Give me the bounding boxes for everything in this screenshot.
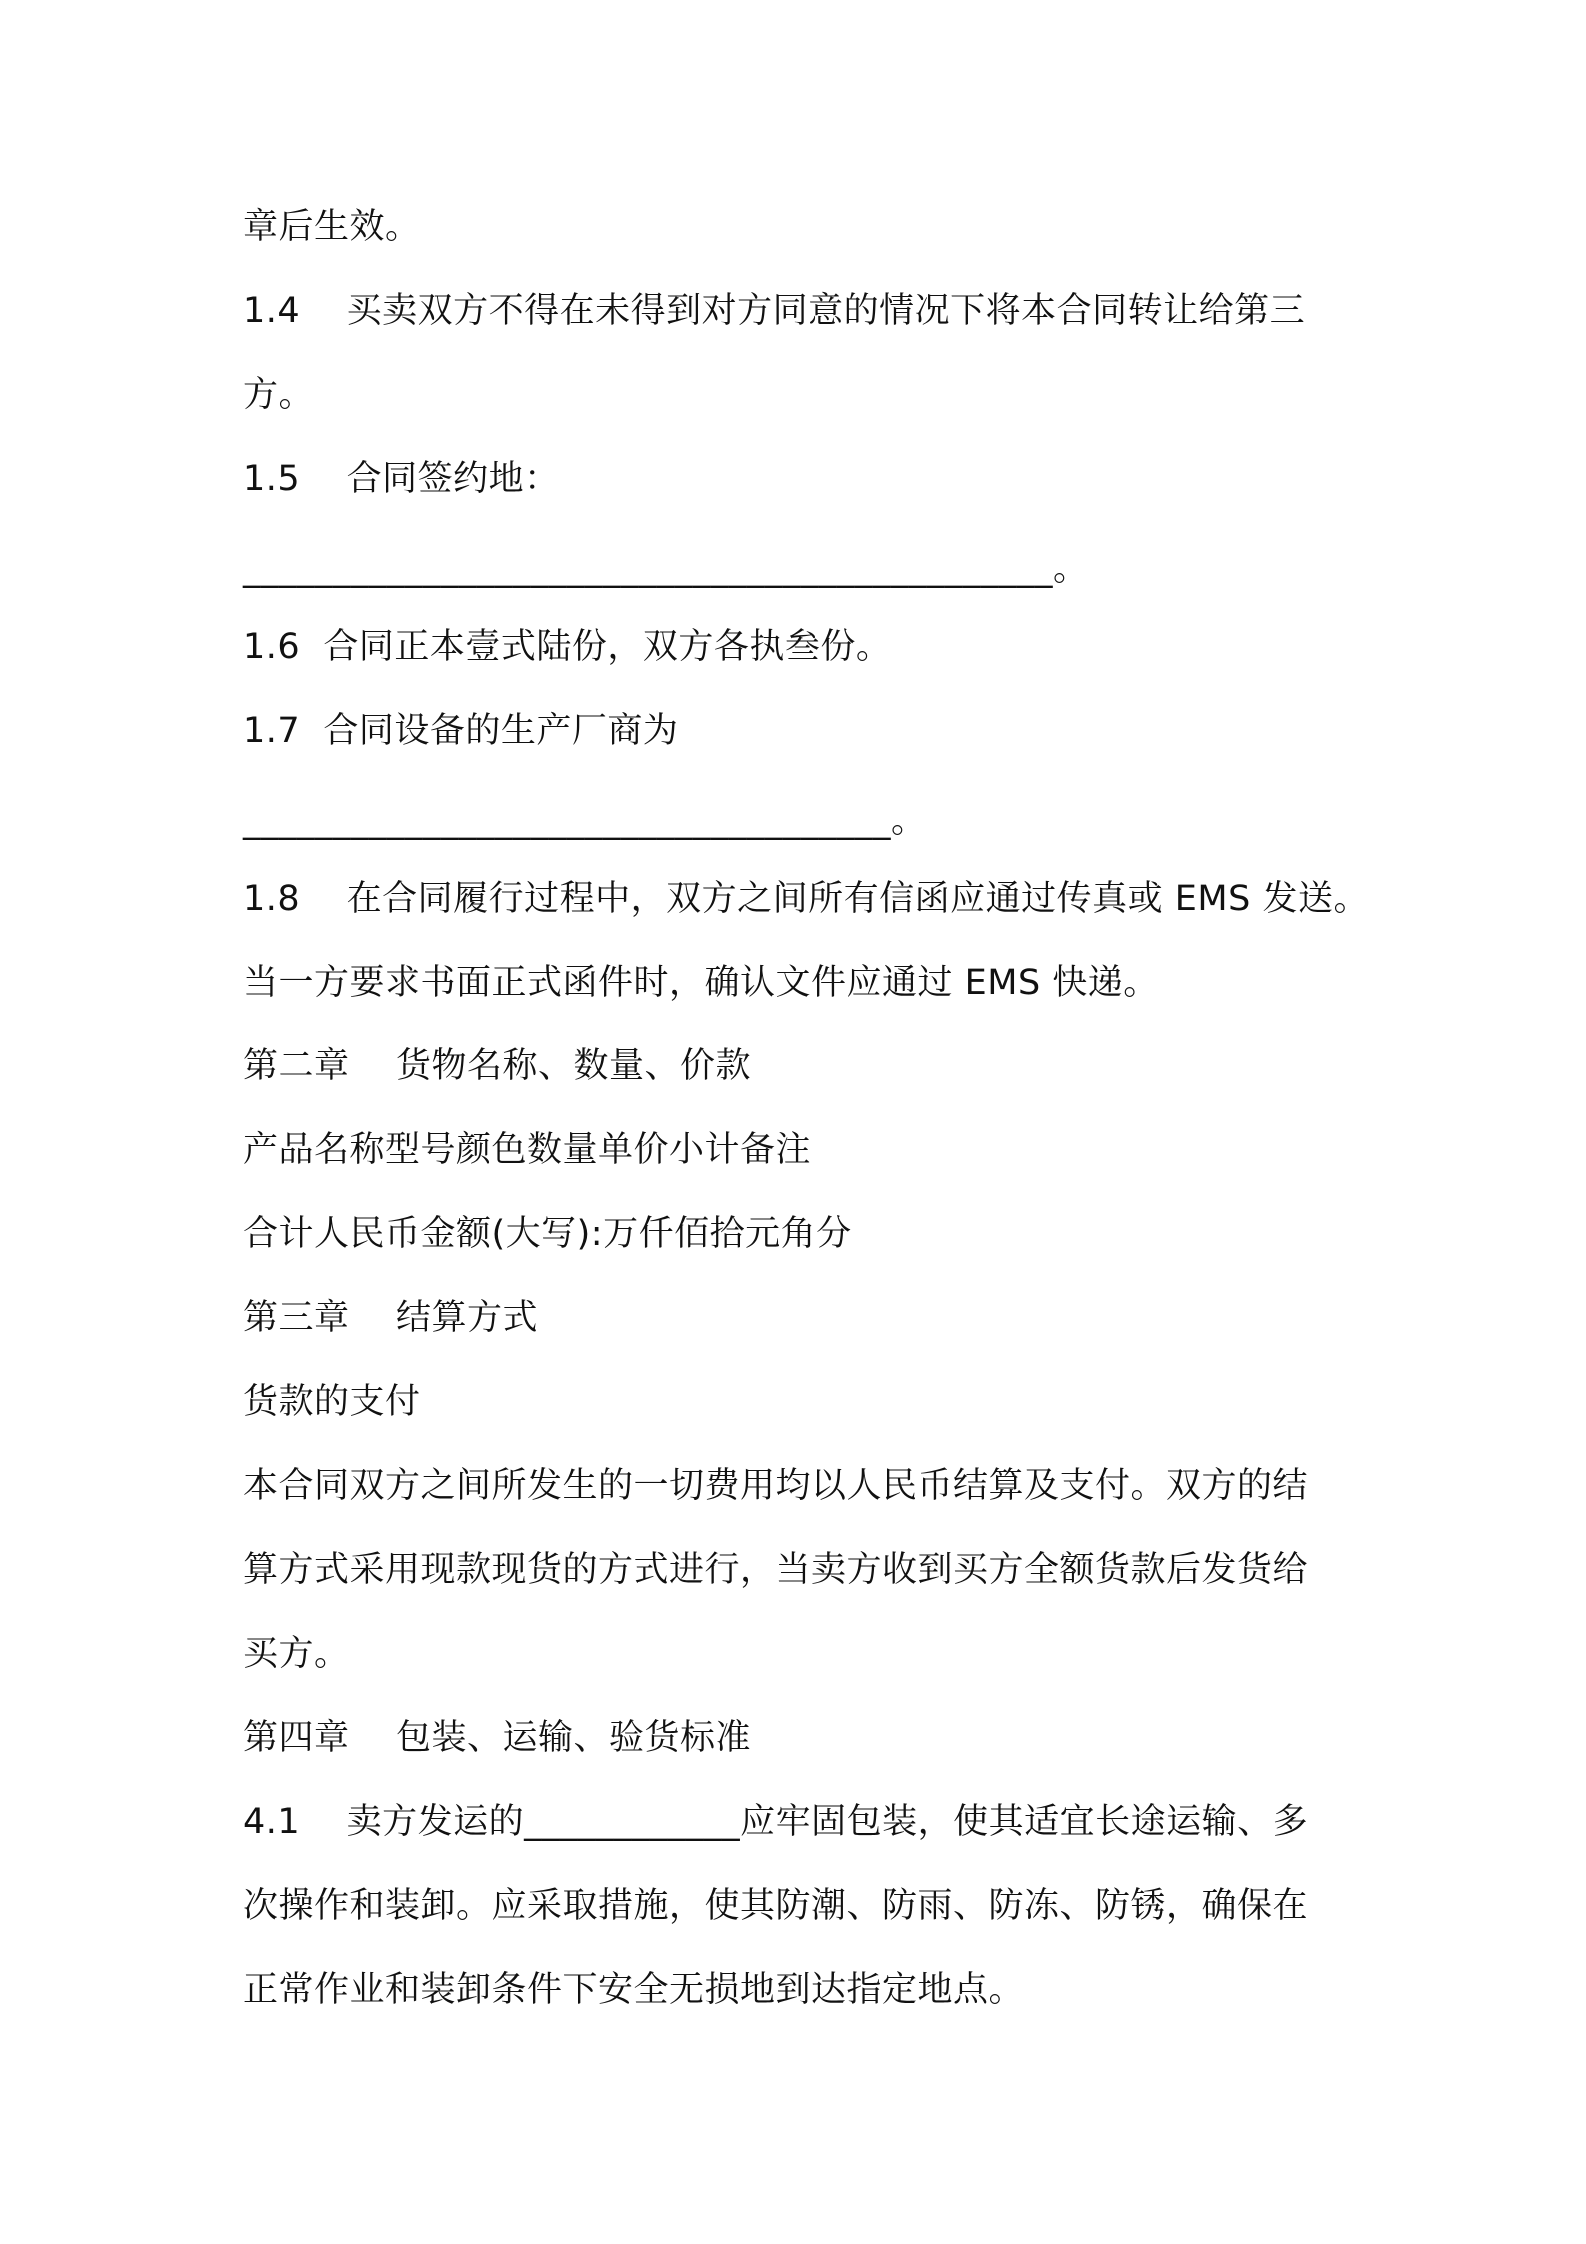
text-line: 章后生效。 [243,207,421,247]
clause-1-8: 1.8 在合同履行过程中，双方之间所有信函应通过传真或 EMS 发送。 [243,879,1369,919]
total-amount-line: 合计人民币金额(大写):万仟佰拾元角分 [243,1214,852,1254]
chapter-3-heading: 第三章 结算方式 [243,1298,539,1338]
product-table-header: 产品名称型号颜色数量单价小计备注 [243,1130,812,1170]
chapter-2-heading: 第二章 货物名称、数量、价款 [243,1046,752,1086]
text-line: 正常作业和装卸条件下安全无损地到达指定地点。 [243,1970,1025,2010]
text-line: 买方。 [243,1634,350,1674]
text-line: 本合同双方之间所发生的一切费用均以人民币结算及支付。双方的结 [243,1466,1309,1506]
chapter-4-heading: 第四章 包装、运输、验货标准 [243,1718,752,1758]
clause-4-1: 4.1 卖方发运的____________应牢固包装，使其适宜长途运输、多 [243,1802,1309,1842]
clause-1-6: 1.6 合同正本壹式陆份，双方各执叁份。 [243,627,892,667]
clause-1-5: 1.5 合同签约地： [243,459,560,499]
text-line: 当一方要求书面正式函件时，确认文件应通过 EMS 快递。 [243,963,1159,1003]
text-line: 方。 [243,375,315,415]
text-line: 算方式采用现款现货的方式进行，当卖方收到买方全额货款后发货给 [243,1550,1309,1590]
text-line: 次操作和装卸。应采取措施，使其防潮、防雨、防冻、防锈，确保在 [243,1886,1309,1926]
clause-1-4: 1.4 买卖双方不得在未得到对方同意的情况下将本合同转让给第三 [243,291,1306,331]
manufacturer-blank: ____________________________________。 [243,801,927,841]
clause-1-7: 1.7 合同设备的生产厂商为 [243,711,679,751]
signing-place-blank: _____________________________________________。 [243,549,1089,589]
payment-subheading: 货款的支付 [243,1382,421,1422]
